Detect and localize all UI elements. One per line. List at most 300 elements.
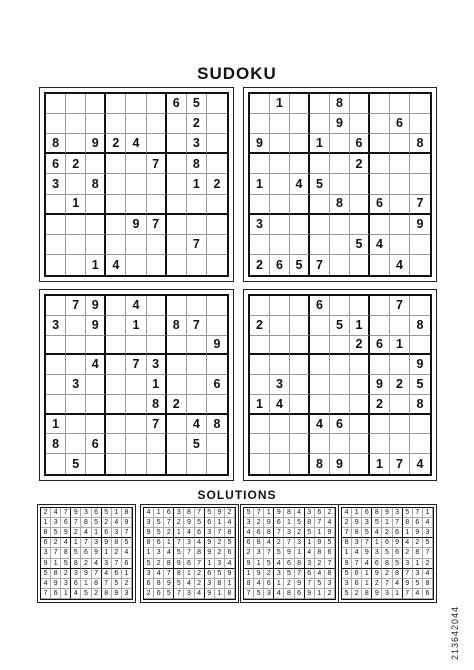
sudoku-cell: 3 <box>403 559 413 569</box>
sudoku-cell: 9 <box>403 579 413 589</box>
sudoku-cell: 8 <box>225 528 235 538</box>
sudoku-cell <box>410 174 430 194</box>
sudoku-cell <box>390 134 410 154</box>
sudoku-cell: 1 <box>184 569 194 579</box>
sudoku-cell: 3 <box>393 508 403 518</box>
sudoku-cell <box>270 235 290 255</box>
sudoku-cell: 7 <box>174 538 184 548</box>
sudoku-cell: 9 <box>144 528 154 538</box>
sudoku-cell <box>250 375 270 395</box>
sudoku-cell <box>390 316 410 336</box>
sudoku-cell: 2 <box>167 395 187 415</box>
sudoku-cell <box>250 235 270 255</box>
sudoku-cell <box>167 255 187 275</box>
sudoku-cell <box>46 336 66 356</box>
sudoku-cell: 7 <box>390 296 410 316</box>
sudoku-cell: 8 <box>164 559 174 569</box>
sudoku-cell: 2 <box>154 559 164 569</box>
sudoku-cell: 2 <box>295 528 305 538</box>
sudoku-cell: 9 <box>86 134 106 154</box>
sudoku-cell: 5 <box>41 569 51 579</box>
sudoku-cell <box>290 235 310 255</box>
sudoku-cell <box>147 454 167 474</box>
sudoku-cell: 5 <box>342 589 352 599</box>
sudoku-cell: 1 <box>174 528 184 538</box>
sudoku-cell: 1 <box>362 569 372 579</box>
sudoku-cell <box>270 114 290 134</box>
sudoku-cell <box>370 316 390 336</box>
sudoku-cell: 3 <box>254 548 264 558</box>
sudoku-cell: 4 <box>413 589 423 599</box>
sudoku-cell: 3 <box>184 589 194 599</box>
sudoku-cell: 5 <box>350 235 370 255</box>
sudoku-cell <box>310 114 330 134</box>
solution-grid-4 <box>341 507 434 600</box>
sudoku-cell: 8 <box>46 434 66 454</box>
sudoku-cell: 1 <box>350 316 370 336</box>
sudoku-cell: 9 <box>225 569 235 579</box>
sudoku-cell <box>207 316 227 336</box>
sudoku-cell: 4 <box>362 559 372 569</box>
sudoku-cell: 3 <box>382 589 392 599</box>
sudoku-cell: 8 <box>244 579 254 589</box>
sudoku-cell: 8 <box>342 538 352 548</box>
puzzle-grid-2 <box>248 92 432 277</box>
puzzle-grid-1 <box>44 92 229 277</box>
sudoku-cell: 7 <box>66 296 86 316</box>
sudoku-cell <box>330 395 350 415</box>
sudoku-cell <box>147 434 167 454</box>
sudoku-cell <box>187 395 207 415</box>
sudoku-cell <box>66 316 86 336</box>
sudoku-cell <box>350 355 370 375</box>
sudoku-cell: 8 <box>51 569 61 579</box>
sudoku-cell: 2 <box>207 174 227 194</box>
sudoku-cell: 7 <box>41 589 51 599</box>
sudoku-cell: 2 <box>382 528 392 538</box>
sudoku-cell: 5 <box>112 579 122 589</box>
sudoku-cell <box>370 114 390 134</box>
sudoku-cell: 5 <box>372 518 382 528</box>
sudoku-cell: 9 <box>284 548 294 558</box>
sudoku-cell <box>390 355 410 375</box>
sudoku-cell: 8 <box>410 134 430 154</box>
sudoku-cell: 3 <box>184 538 194 548</box>
sudoku-cell <box>106 94 126 114</box>
sudoku-cell: 6 <box>195 528 205 538</box>
sudoku-cell: 7 <box>264 548 274 558</box>
sudoku-cell: 4 <box>51 508 61 518</box>
sudoku-cell <box>187 355 207 375</box>
sudoku-cell: 6 <box>225 548 235 558</box>
sudoku-cell: 9 <box>184 518 194 528</box>
sudoku-cell <box>86 94 106 114</box>
sudoku-cell <box>370 134 390 154</box>
sudoku-cell <box>207 154 227 174</box>
sudoku-cell: 9 <box>264 518 274 528</box>
sudoku-cell <box>86 215 106 235</box>
sudoku-cell: 7 <box>393 518 403 528</box>
sudoku-cell <box>330 355 350 375</box>
sudoku-cell: 1 <box>154 508 164 518</box>
sudoku-cell <box>370 174 390 194</box>
sudoku-cell: 4 <box>126 296 146 316</box>
sudoku-cell <box>350 255 370 275</box>
sudoku-cell: 8 <box>284 508 294 518</box>
sudoku-cell: 3 <box>46 316 66 336</box>
sudoku-cell: 8 <box>122 508 132 518</box>
sudoku-cell <box>370 94 390 114</box>
sudoku-cell <box>167 355 187 375</box>
sudoku-cell <box>350 395 370 415</box>
sudoku-cell: 5 <box>284 569 294 579</box>
sudoku-cell: 5 <box>205 508 215 518</box>
sudoku-cell <box>66 255 86 275</box>
sudoku-cell: 5 <box>154 528 164 538</box>
sudoku-cell <box>86 375 106 395</box>
sudoku-cell: 3 <box>274 569 284 579</box>
sudoku-cell <box>290 296 310 316</box>
sudoku-cell <box>66 114 86 134</box>
sudoku-cell: 4 <box>305 548 315 558</box>
sudoku-cell: 5 <box>382 548 392 558</box>
sudoku-cell: 4 <box>325 518 335 528</box>
sudoku-cell: 9 <box>215 508 225 518</box>
sudoku-cell: 9 <box>41 559 51 569</box>
sudoku-cell: 5 <box>413 579 423 589</box>
sudoku-cell: 3 <box>71 569 81 579</box>
sudoku-cell: 9 <box>86 296 106 316</box>
sudoku-cell: 8 <box>187 154 207 174</box>
sudoku-cell: 2 <box>66 154 86 174</box>
sudoku-cell <box>66 174 86 194</box>
sudoku-cell <box>106 454 126 474</box>
sudoku-cell <box>290 355 310 375</box>
sudoku-cell: 1 <box>315 528 325 538</box>
sudoku-cell <box>66 94 86 114</box>
sudoku-cell <box>350 114 370 134</box>
sudoku-cell: 7 <box>352 559 362 569</box>
sudoku-cell: 2 <box>225 508 235 518</box>
sudoku-cell <box>270 215 290 235</box>
sudoku-cell <box>390 434 410 454</box>
sudoku-cell: 6 <box>46 154 66 174</box>
sudoku-cell <box>147 195 167 215</box>
sudoku-cell: 6 <box>382 538 392 548</box>
sudoku-cell <box>66 415 86 435</box>
sudoku-cell <box>66 235 86 255</box>
sudoku-cell: 4 <box>126 134 146 154</box>
sudoku-cell: 7 <box>254 508 264 518</box>
sudoku-cell <box>290 114 310 134</box>
sudoku-cell: 7 <box>187 316 207 336</box>
sudoku-cell <box>330 255 350 275</box>
sudoku-cell: 5 <box>61 559 71 569</box>
sudoku-cell: 8 <box>174 569 184 579</box>
sudoku-cell: 9 <box>295 579 305 589</box>
sudoku-cell: 8 <box>295 559 305 569</box>
sudoku-cell: 1 <box>41 518 51 528</box>
sudoku-cell: 9 <box>325 528 335 538</box>
sudoku-cell <box>106 316 126 336</box>
sudoku-cell <box>310 316 330 336</box>
sudoku-cell <box>207 134 227 154</box>
sudoku-cell: 6 <box>270 255 290 275</box>
sudoku-cell: 9 <box>315 538 325 548</box>
sudoku-cell: 8 <box>325 569 335 579</box>
sudoku-cell: 1 <box>250 174 270 194</box>
sudoku-cell: 6 <box>122 559 132 569</box>
sudoku-cell: 7 <box>325 559 335 569</box>
sudoku-cell <box>370 154 390 174</box>
sudoku-cell: 1 <box>390 336 410 356</box>
sudoku-cell <box>86 395 106 415</box>
sudoku-cell: 7 <box>184 548 194 558</box>
sudoku-cell: 3 <box>305 508 315 518</box>
sudoku-cell: 4 <box>403 538 413 548</box>
sudoku-cell: 6 <box>370 195 390 215</box>
sudoku-cell: 7 <box>174 589 184 599</box>
sudoku-cell: 1 <box>362 579 372 589</box>
sudoku-cell: 1 <box>215 518 225 528</box>
sudoku-cell: 7 <box>51 548 61 558</box>
sudoku-cell: 1 <box>81 579 91 589</box>
sudoku-cell <box>167 454 187 474</box>
sudoku-cell <box>410 296 430 316</box>
sudoku-cell: 4 <box>423 518 433 528</box>
sudoku-cell: 9 <box>205 548 215 558</box>
sudoku-cell <box>126 454 146 474</box>
sudoku-cell <box>310 235 330 255</box>
sudoku-cell: 4 <box>154 569 164 579</box>
sudoku-cell: 1 <box>71 538 81 548</box>
sudoku-cell: 5 <box>410 375 430 395</box>
sudoku-cell: 4 <box>310 415 330 435</box>
sudoku-cell <box>350 215 370 235</box>
sudoku-cell: 6 <box>164 508 174 518</box>
sudoku-cell <box>330 296 350 316</box>
sudoku-cell <box>270 415 290 435</box>
sudoku-cell: 2 <box>413 538 423 548</box>
sudoku-cell <box>167 215 187 235</box>
sudoku-cell: 8 <box>61 548 71 558</box>
sudoku-cell: 2 <box>102 518 112 528</box>
sudoku-cell <box>290 415 310 435</box>
sudoku-cell: 1 <box>403 528 413 538</box>
sudoku-cell: 8 <box>225 589 235 599</box>
sudoku-cell: 8 <box>46 134 66 154</box>
sudoku-cell: 5 <box>215 569 225 579</box>
sudoku-cell <box>167 375 187 395</box>
sudoku-cell <box>167 114 187 134</box>
sudoku-cell <box>410 434 430 454</box>
sudoku-cell <box>126 174 146 194</box>
sudoku-cell: 5 <box>310 174 330 194</box>
sudoku-cell: 1 <box>46 415 66 435</box>
sudoku-cell: 1 <box>215 589 225 599</box>
sudoku-cell <box>310 434 330 454</box>
sudoku-cell: 1 <box>315 589 325 599</box>
sudoku-cell <box>350 454 370 474</box>
solution-grid-3 <box>243 507 336 600</box>
sudoku-cell <box>370 434 390 454</box>
sudoku-cell: 3 <box>66 375 86 395</box>
sudoku-cell <box>250 336 270 356</box>
sudoku-cell: 8 <box>413 548 423 558</box>
sudoku-cell: 6 <box>144 579 154 589</box>
sudoku-cell <box>330 154 350 174</box>
sudoku-cell <box>106 375 126 395</box>
sudoku-cell: 1 <box>164 538 174 548</box>
sudoku-cell: 9 <box>372 589 382 599</box>
sudoku-cell: 3 <box>342 579 352 589</box>
sudoku-cell <box>46 215 66 235</box>
sudoku-cell: 2 <box>274 538 284 548</box>
sudoku-cell: 2 <box>195 579 205 589</box>
sudoku-cell: 2 <box>144 589 154 599</box>
sudoku-cell <box>167 415 187 435</box>
sudoku-cell: 5 <box>144 559 154 569</box>
sudoku-cell: 2 <box>106 134 126 154</box>
sudoku-cell: 9 <box>164 579 174 589</box>
sudoku-cell <box>126 415 146 435</box>
sudoku-cell: 3 <box>147 355 167 375</box>
sudoku-cell: 4 <box>106 255 126 275</box>
sudoku-cell: 6 <box>284 559 294 569</box>
sudoku-cell <box>390 235 410 255</box>
sudoku-cell: 6 <box>352 579 362 589</box>
sudoku-cell <box>310 355 330 375</box>
sudoku-cell: 1 <box>122 569 132 579</box>
sudoku-cell <box>86 336 106 356</box>
sudoku-cell: 4 <box>423 569 433 579</box>
sudoku-cell <box>106 154 126 174</box>
sudoku-cell: 7 <box>413 508 423 518</box>
sudoku-cell: 1 <box>310 134 330 154</box>
sudoku-cell: 2 <box>372 579 382 589</box>
sudoku-cell: 6 <box>352 569 362 579</box>
sudoku-cell: 6 <box>184 559 194 569</box>
sudoku-cell: 3 <box>205 579 215 589</box>
sudoku-cell: 8 <box>154 579 164 589</box>
sudoku-cell: 4 <box>81 528 91 538</box>
sudoku-cell <box>207 355 227 375</box>
sudoku-cell: 5 <box>290 255 310 275</box>
sudoku-cell: 7 <box>112 559 122 569</box>
sudoku-cell <box>270 355 290 375</box>
sudoku-cell <box>330 174 350 194</box>
sudoku-cell: 3 <box>270 375 290 395</box>
sudoku-cell: 8 <box>305 518 315 528</box>
sudoku-cell: 8 <box>41 528 51 538</box>
sudoku-cell: 9 <box>61 528 71 538</box>
sudoku-cell: 2 <box>195 569 205 579</box>
sudoku-cell <box>310 395 330 415</box>
sudoku-cell: 5 <box>264 559 274 569</box>
sudoku-cell: 8 <box>382 559 392 569</box>
sudoku-cell: 8 <box>144 538 154 548</box>
sudoku-cell: 9 <box>330 114 350 134</box>
sudoku-cell: 8 <box>147 395 167 415</box>
sudoku-cell: 6 <box>205 518 215 528</box>
sudoku-cell <box>86 195 106 215</box>
sudoku-cell <box>106 395 126 415</box>
sudoku-cell: 8 <box>410 395 430 415</box>
sudoku-cell: 9 <box>254 569 264 579</box>
sudoku-cell: 1 <box>86 255 106 275</box>
sudoku-cell: 6 <box>207 375 227 395</box>
sudoku-cell: 6 <box>350 134 370 154</box>
sudoku-cell: 3 <box>215 559 225 569</box>
sudoku-cell: 2 <box>215 538 225 548</box>
sudoku-cell: 1 <box>225 579 235 589</box>
puzzle-grid-4 <box>248 294 432 476</box>
sudoku-cell: 4 <box>41 579 51 589</box>
sudoku-cell: 4 <box>290 174 310 194</box>
sudoku-cell: 2 <box>61 569 71 579</box>
sudoku-cell <box>350 94 370 114</box>
sudoku-cell <box>330 336 350 356</box>
sudoku-cell: 5 <box>154 518 164 528</box>
sudoku-cell <box>46 375 66 395</box>
sudoku-cell <box>106 336 126 356</box>
sudoku-cell: 6 <box>264 579 274 589</box>
sudoku-cell: 4 <box>122 548 132 558</box>
sudoku-cell <box>187 336 207 356</box>
sudoku-cell <box>250 296 270 316</box>
sudoku-cell: 8 <box>264 528 274 538</box>
sudoku-cell: 8 <box>372 508 382 518</box>
sudoku-cell <box>106 434 126 454</box>
sudoku-cell <box>270 434 290 454</box>
sudoku-cell: 3 <box>362 518 372 528</box>
sudoku-cell <box>290 336 310 356</box>
sudoku-cell: 4 <box>225 559 235 569</box>
sudoku-cell: 6 <box>370 336 390 356</box>
sudoku-cell <box>207 395 227 415</box>
sudoku-cell: 7 <box>382 579 392 589</box>
sudoku-cell: 3 <box>174 508 184 518</box>
sudoku-cell: 3 <box>205 528 215 538</box>
solutions-title: SOLUTIONS <box>197 488 277 502</box>
sudoku-cell <box>147 174 167 194</box>
sudoku-cell: 7 <box>126 355 146 375</box>
sudoku-cell: 2 <box>92 589 102 599</box>
sudoku-cell <box>370 415 390 435</box>
sudoku-cell: 7 <box>195 508 205 518</box>
sudoku-cell: 5 <box>187 434 207 454</box>
sudoku-cell: 4 <box>370 235 390 255</box>
sudoku-cell: 6 <box>274 518 284 528</box>
sudoku-cell <box>106 174 126 194</box>
sudoku-cell: 7 <box>403 569 413 579</box>
sudoku-cell <box>290 316 310 336</box>
sudoku-cell: 3 <box>144 518 154 528</box>
sudoku-cell <box>86 235 106 255</box>
sudoku-cell: 8 <box>167 316 187 336</box>
sudoku-cell <box>270 174 290 194</box>
sudoku-cell <box>46 114 66 134</box>
sudoku-cell: 7 <box>122 528 132 538</box>
sudoku-cell: 5 <box>305 528 315 538</box>
sudoku-cell <box>290 454 310 474</box>
stock-id-watermark: 213642044 <box>450 605 460 660</box>
sudoku-cell: 4 <box>274 589 284 599</box>
sudoku-cell <box>350 375 370 395</box>
sudoku-cell <box>147 255 167 275</box>
sudoku-cell: 4 <box>274 559 284 569</box>
sudoku-cell: 1 <box>126 316 146 336</box>
